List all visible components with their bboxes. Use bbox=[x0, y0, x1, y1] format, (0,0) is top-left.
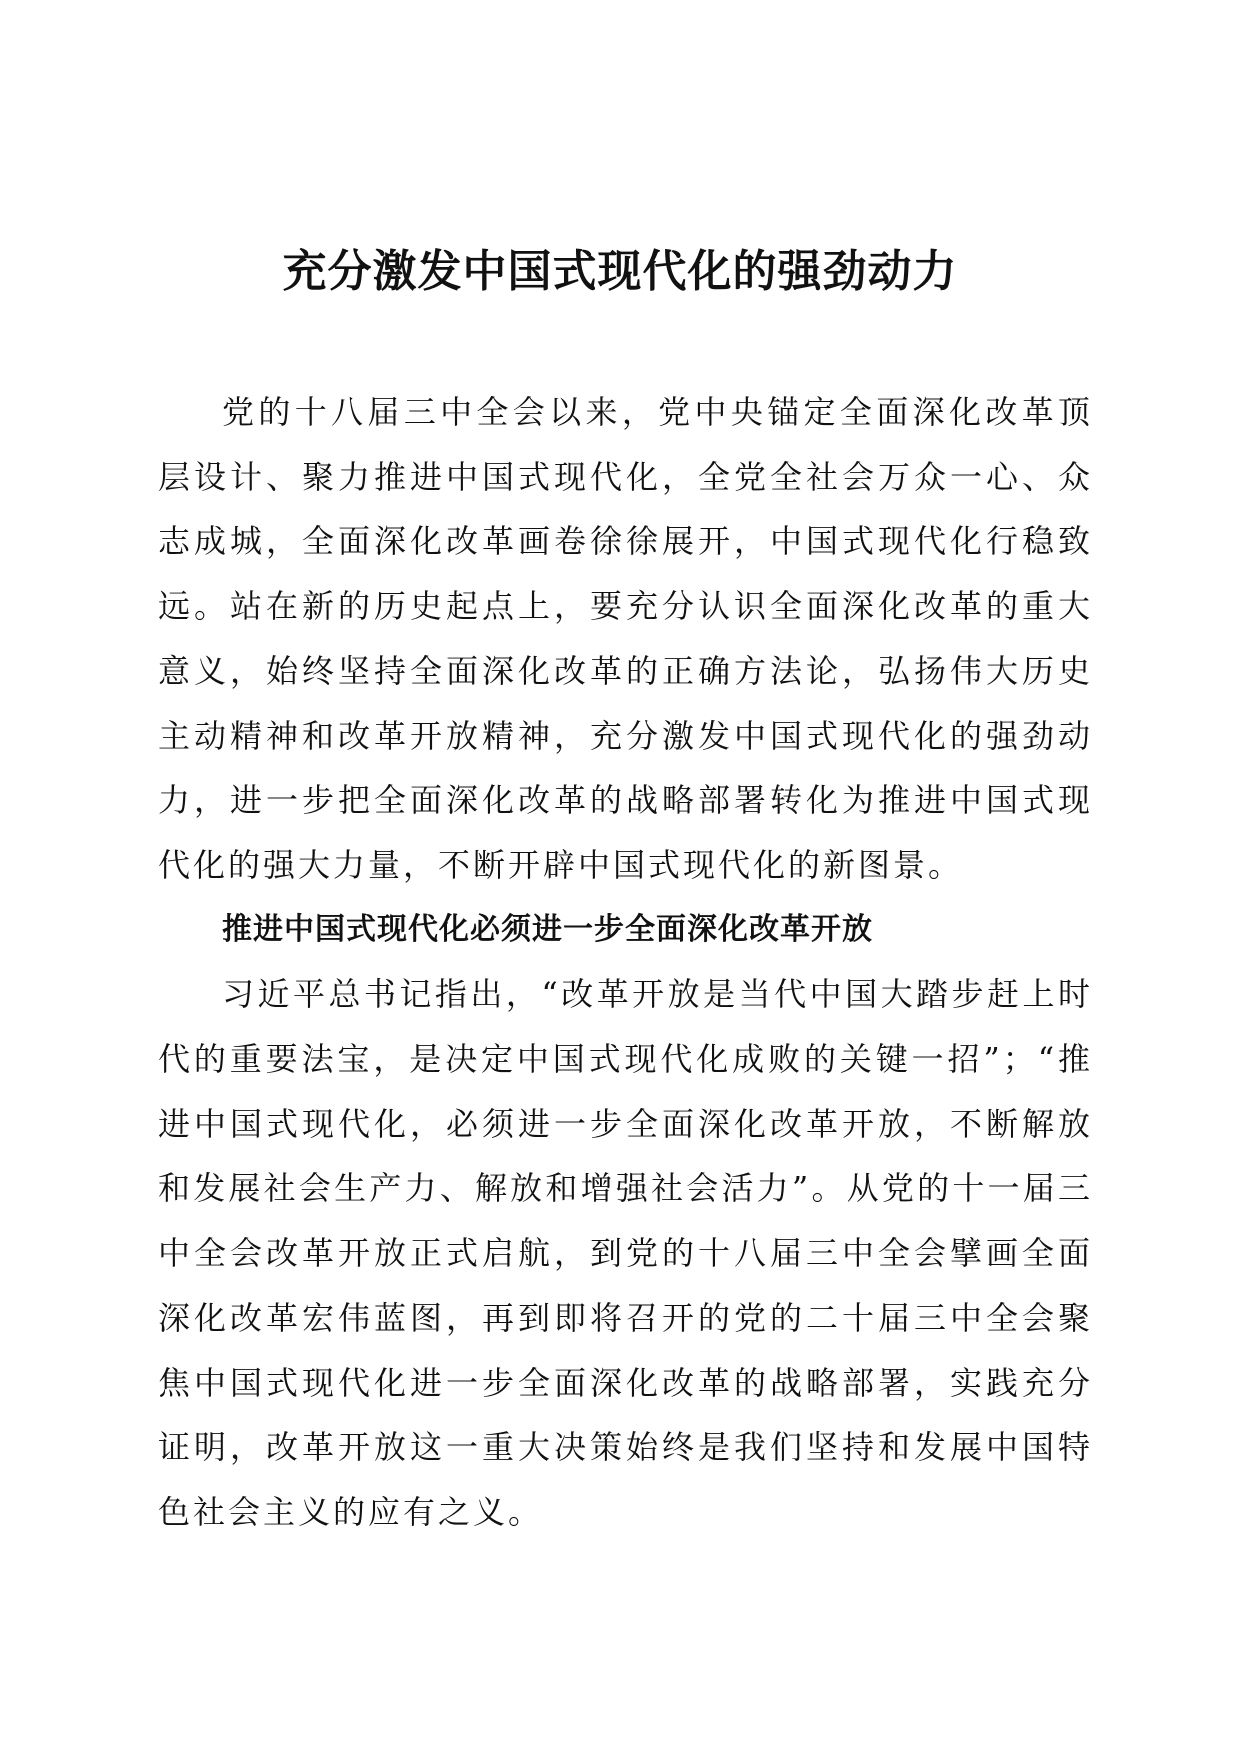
paragraph-section-1: 习近平总书记指出，“改革开放是当代中国大踏步赶上时代的重要法宝，是决定中国式现代化成败的关键一招”；“推进中国式现代化，必须进一步全面深化改革开放，不断解放和发展社会生产力、解放和增强社会活力”。从党的十一届三中全会改革开放正式启航，到党的十八届三中全会擘画全面深化改革宏伟蓝图，再到即将召开的党的二十届三中全会聚焦中国式现代化进一步全面深化改革的战略部署，实践充分证明，改革开放这一重大决策始终是我们坚持和发展中国特色社会主义的应有之义。 bbox=[158, 975, 1093, 1531]
section-heading: 推进中国式现代化必须进一步全面深化改革开放 bbox=[222, 911, 873, 947]
document-title: 充分激发中国式现代化的强劲动力 bbox=[282, 246, 958, 297]
paragraph-intro: 党的十八届三中全会以来，党中央锚定全面深化改革顶层设计、聚力推进中国式现代化，全党全社会万众一心、众志成城，全面深化改革画卷徐徐展开，中国式现代化行稳致远。站在新的历史起点上，要充分认识全面深化改革的重大意义，始终坚持全面深化改革的正确方法论，弘扬伟大历史主动精神和改革开放精神，充分激发中国式现代化的强劲动力，进一步把全面深化改革的战略部署转化为推进中国式现代化的强大力量，不断开辟中国式现代化的新图景。 bbox=[158, 393, 1093, 884]
document-body bbox=[158, 380, 1093, 1545]
